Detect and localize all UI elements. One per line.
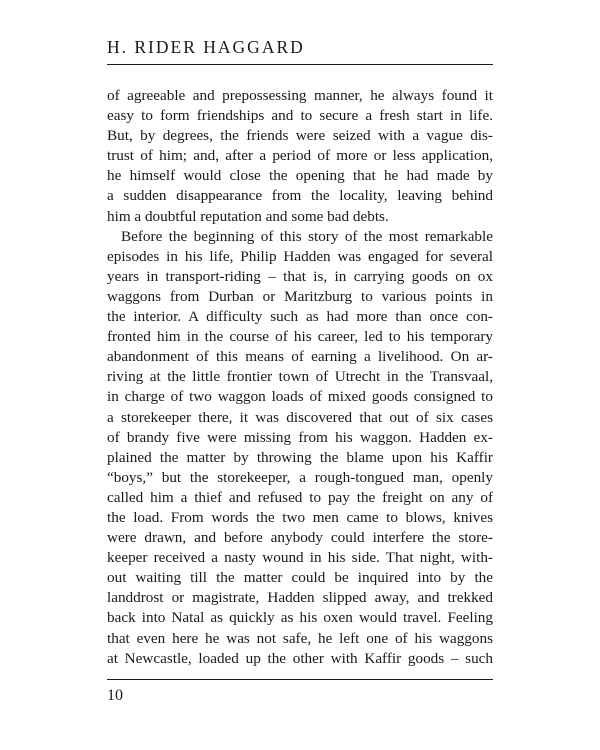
text-line: riving at the little frontier town of Utrecht in the Transvaal, [107,368,493,386]
text-line: at Newcastle, loaded up the other with Kaffir goods – such [107,649,493,667]
text-line: years in transport-riding – that is, in carrying goods on ox [107,267,493,285]
text-line: back into Natal as quickly as his oxen would travel. Feeling [107,609,493,627]
text-line: keeper received a nasty wound in his side. That night, with- [107,549,493,567]
text-line: fronted him in the course of his career, led to his temporary [107,328,493,346]
text-line: him a doubtful reputation and some bad debts. [107,207,389,225]
footer-rule [107,679,493,680]
text-line: the load. From words the two men came to blows, knives [107,508,493,526]
body-text [107,86,493,669]
text-line: in charge of two waggon loads of mixed goods consigned to [107,388,493,406]
text-line: trust of him; and, after a period of more or less application, [107,147,493,165]
text-line: episodes in his life, Philip Hadden was engaged for several [107,247,493,265]
text-line: he himself would close the opening that he had made by [107,167,493,185]
text-line: plained the matter by throwing the blame upon his Kaffir [107,448,493,466]
text-line: were drawn, and before anybody could interfere the store- [107,529,493,547]
text-line: that even here he was not safe, he left one of his waggons [107,629,493,647]
text-line: waggons from Durban or Maritzburg to various points in [107,287,493,305]
text-line: the interior. A difficulty such as had more than once con- [107,308,493,326]
text-line: a sudden disappearance from the locality, leaving behind [107,187,493,205]
text-line: a storekeeper there, it was discovered that out of six cases [107,408,493,426]
text-line: easy to form friendships and to secure a fresh start in life. [107,107,493,125]
text-line: landdrost or magistrate, Hadden slipped away, and trekked [107,589,493,607]
text-line: called him a thief and refused to pay the freight on any of [107,488,493,506]
text-line: “boys,” but the storekeeper, a rough-tongued man, openly [107,468,493,486]
running-head: H. RIDER HAGGARD [107,37,305,57]
header-rule [107,64,493,65]
page-number: 10 [107,687,123,704]
text-line: of brandy five were missing from his waggon. Hadden ex- [107,428,493,446]
text-line: of agreeable and prepossessing manner, he always found it [107,87,493,104]
text-line: abandonment of this means of earning a livelihood. On ar- [107,348,493,366]
text-line: But, by degrees, the friends were seized with a vague dis- [107,127,493,145]
text-line: out waiting till the matter could be inquired into by the [107,569,493,587]
text-line: Before the beginning of this story of the most remarkable [121,227,493,245]
